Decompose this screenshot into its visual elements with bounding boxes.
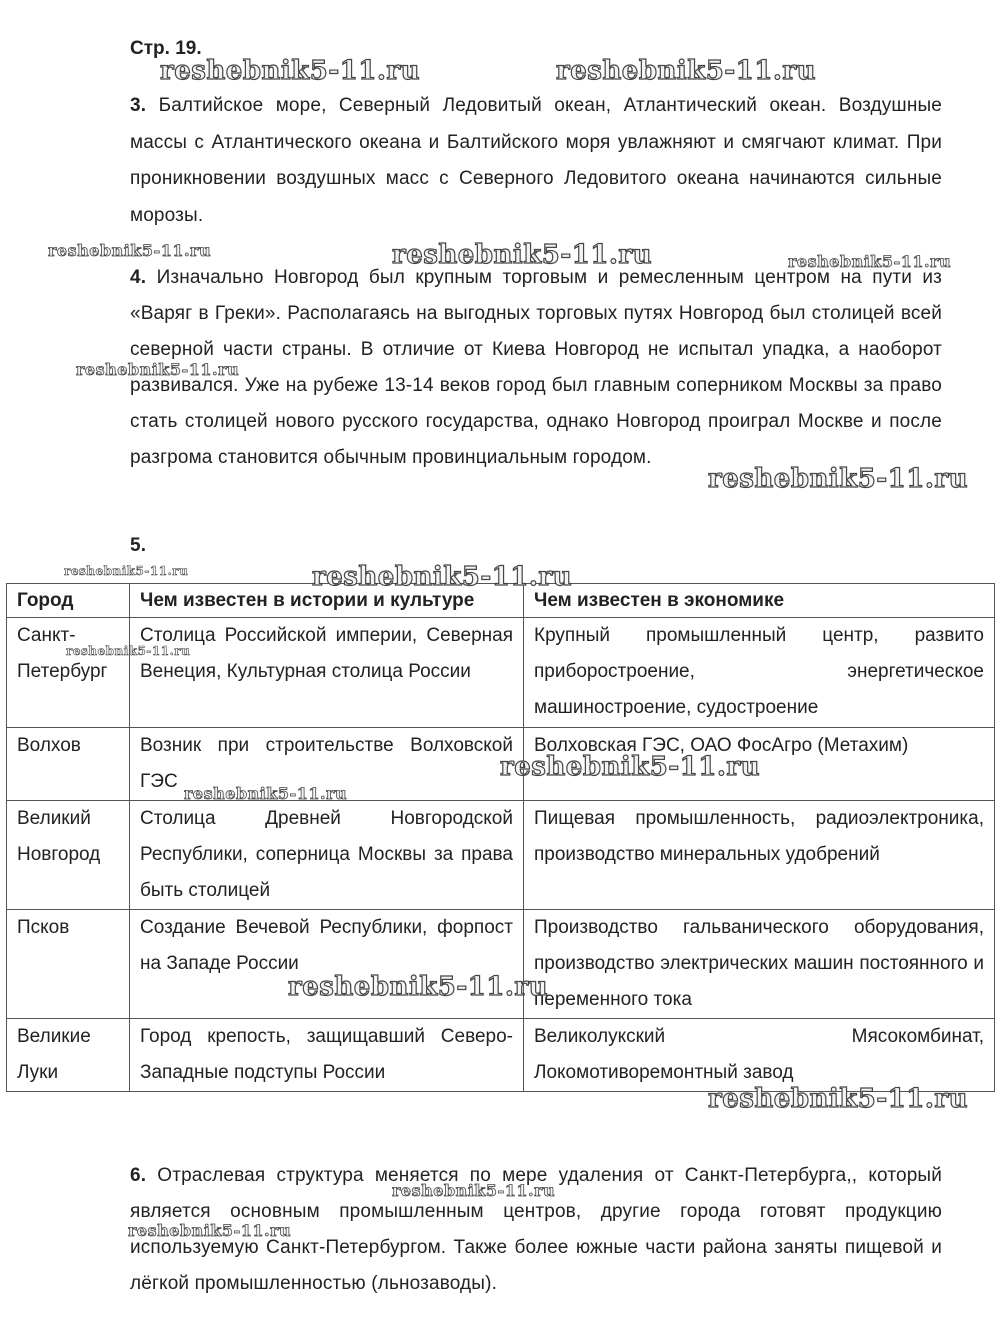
watermark: reshebnik5-11.ru (128, 1221, 292, 1240)
watermark: reshebnik5-11.ru (160, 56, 421, 86)
row-economy: Крупный промышленный центр, развито приборостроение, энергетическое машиностроение, судостроение (524, 618, 995, 728)
row-city: Псков (7, 910, 130, 1019)
answer-3 (130, 88, 942, 234)
watermark: reshebnik5-11.ru (184, 784, 348, 803)
answer-3-number: 3. (130, 95, 147, 116)
watermark: reshebnik5-11.ru (708, 1084, 969, 1114)
table-row (7, 1019, 995, 1092)
watermark: reshebnik5-11.ru (48, 241, 212, 260)
watermark: reshebnik5-11.ru (288, 972, 549, 1002)
answer-6-text: Отраслевая структура меняется по мере удаления от Санкт-Петербурга,, который является основным промышленным центров, другие города готовят продукцию используемую Санкт-Петербургом. Также более южные части района заняты пищевой и лёгкой промышленностью (льнозаводы). (130, 1165, 942, 1294)
row-city: Великие Луки (7, 1019, 130, 1092)
row-economy: Великолукский Мясокомбинат, Локомотиворемонтный завод (524, 1019, 995, 1092)
row-city: Великий Новгород (7, 801, 130, 910)
watermark: reshebnik5-11.ru (708, 464, 969, 494)
header-history: Чем известен в истории и культуре (130, 584, 524, 618)
answer-3-text: Балтийское море, Северный Ледовитый океан, Атлантический океан. Воздушные массы с Атлантического океана и Балтийского моря увлажняют и смягчают климат. При проникновении воздушных масс с Северного Ледовитого океана начинаются сильные морозы. (130, 95, 942, 226)
watermark: reshebnik5-11.ru (64, 564, 189, 578)
watermark: reshebnik5-11.ru (312, 562, 573, 592)
page-number: Стр. 19. (130, 38, 202, 59)
answer-5-number: 5. (130, 535, 147, 556)
table-row (7, 910, 995, 1019)
answer-4 (130, 260, 942, 476)
table-row (7, 801, 995, 910)
watermark: reshebnik5-11.ru (788, 252, 952, 271)
answer-6-number: 6. (130, 1165, 147, 1186)
answer-4-number: 4. (130, 267, 147, 288)
watermark: reshebnik5-11.ru (500, 752, 761, 782)
watermark: reshebnik5-11.ru (392, 1181, 556, 1200)
row-history: Столица Древней Новгородской Республики, соперница Москвы за права быть столицей (130, 801, 524, 910)
row-history: Столица Российской империи, Северная Венеция, Культурная столица России (130, 618, 524, 728)
row-city: Волхов (7, 728, 130, 801)
row-economy: Производство гальванического оборудования, производство электрических машин постоянного и переменного тока (524, 910, 995, 1019)
watermark: reshebnik5-11.ru (66, 644, 191, 658)
header-city: Город (7, 584, 130, 618)
header-economy: Чем известен в экономике (524, 584, 995, 618)
row-city: Санкт- Петербург (7, 618, 130, 728)
watermark: reshebnik5-11.ru (76, 360, 240, 379)
cities-table (6, 583, 995, 1092)
row-history: Город крепость, защищавший Северо-Западные подступы России (130, 1019, 524, 1092)
table-row (7, 618, 995, 728)
watermark: reshebnik5-11.ru (556, 56, 817, 86)
watermark: reshebnik5-11.ru (392, 240, 653, 270)
row-economy: Волховская ГЭС, ОАО ФосАгро (Метахим) (524, 728, 995, 801)
row-history: Возник при строительстве Волховской ГЭС (130, 728, 524, 801)
answer-4-text: Изначально Новгород был крупным торговым и ремесленным центром на пути из «Варяг в Греки». Располагаясь на выгодных торговых путях Новгород был столицей всей северной части страны. В отличие от Киева Новгород не испытал упадка, а наоборот развивался. Уже на рубеже 13-14 веков город был главным соперником Москвы за право стать столицей нового русского государства, однако Новгород проиграл Москве и после разгрома становится обычным провинциальным городом. (130, 267, 942, 468)
row-history: Создание Вечевой Республики, форпост на Западе России (130, 910, 524, 1019)
row-economy: Пищевая промышленность, радиоэлектроника, производство минеральных удобрений (524, 801, 995, 910)
